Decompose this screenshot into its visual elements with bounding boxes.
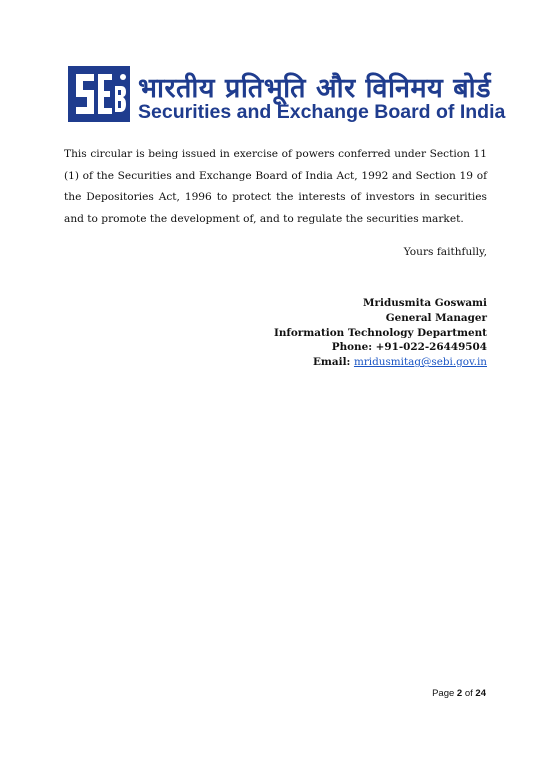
page-number	[432, 688, 486, 699]
circular-paragraph: This circular is being issued in exercise of powers conferred under Section 11 (1) of the Securities and Exchange Board of India Act, 1992 and Section 19 of the Depositories Act, 1996 to protect the interests of investors in securities and to promote the development of, and to regulate the securities market.	[64, 148, 487, 225]
signatory-email-row	[274, 355, 487, 370]
page-total: 24	[475, 688, 486, 699]
english-title: Securities and Exchange Board of India	[138, 101, 506, 123]
page-label: Page	[432, 688, 455, 699]
page-current: 2	[456, 688, 463, 699]
closing-line: Yours faithfully,	[403, 246, 487, 258]
hindi-title: भारतीय प्रतिभूति और विनिमय बोर्ड	[138, 73, 492, 104]
page-of: of	[464, 688, 473, 699]
email-separator: :	[346, 356, 354, 369]
sebi-logo	[68, 66, 130, 122]
signatory-department: Information Technology Department	[273, 326, 487, 339]
email-label: Email	[312, 356, 347, 369]
letterhead	[68, 66, 508, 124]
signatory-designation: General Manager	[385, 311, 487, 324]
email-link[interactable]: mridusmitag@sebi.gov.in	[353, 356, 487, 369]
signatory-name: Mridusmita Goswami	[363, 297, 487, 309]
signature-block	[274, 296, 487, 370]
signatory-phone: Phone: +91-022-26449504	[331, 341, 487, 354]
